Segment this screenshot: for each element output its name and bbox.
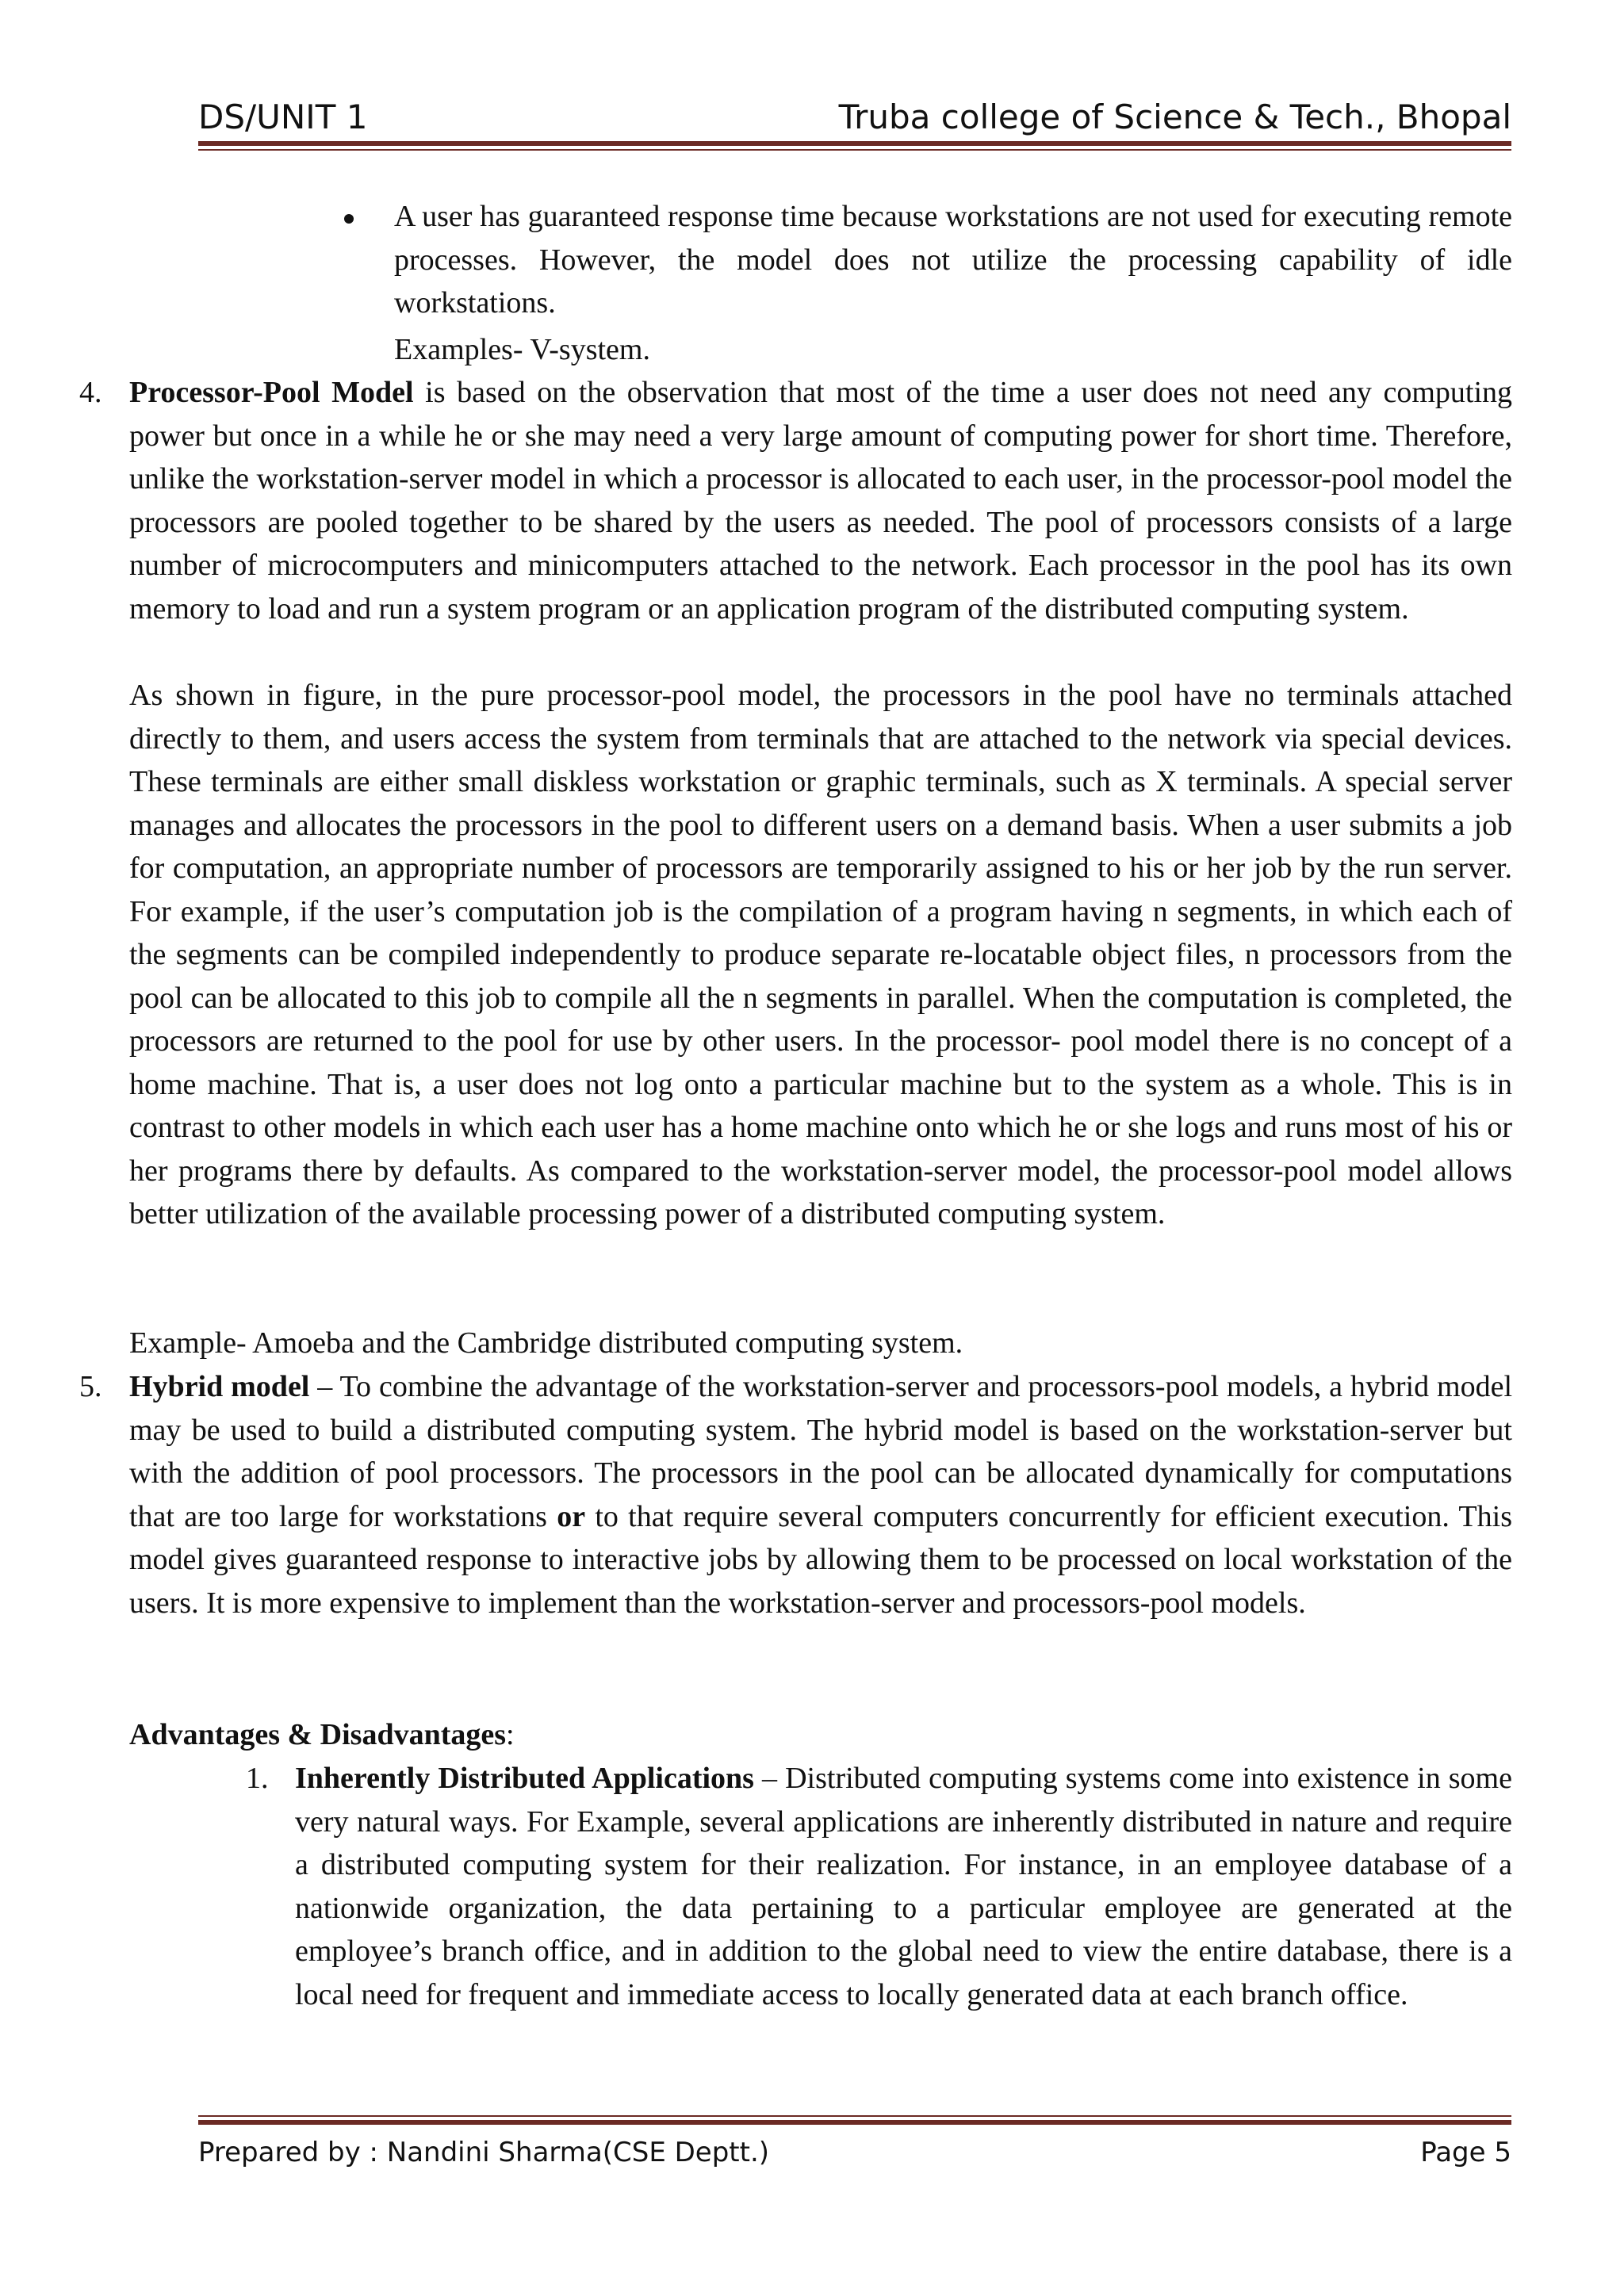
list-number-5: 5. bbox=[79, 1370, 102, 1403]
advantages-heading bbox=[129, 1713, 1512, 1757]
page-footer bbox=[198, 2129, 1511, 2176]
header-unit-label: DS/UNIT 1 bbox=[198, 98, 368, 136]
processor-pool-paragraph-2: As shown in figure, in the pure processor-pool model, the processors in the pool have no terminals attached directly to them, and users access the system from terminals that are attached to the network via special devices. These terminals are either small diskless workstation or graphic terminals, such as X terminals. A special server manages and allocates the processors in the pool to different users on a demand basis. When a user submits a job for computation, an appropriate number of processors are temporarily assigned to his or her job by the run server. For example, if the user’s computation job is the compilation of a program having n segments, in which each of the segments can be compiled independently to produce separate re-locatable object files, n processors from the pool can be allocated to this job to compile all the n segments in parallel. When the computation is completed, the processors are returned to the pool for use by other users. In the processor- pool model there is no concept of a home machine. That is, a user does not log onto a particular machine but to the system as a whole. This is in contrast to other models in which each user has a home machine onto which he or she logs and runs most of his or her programs there by defaults. As compared to the workstation-server model, the processor-pool model allows better utilization of the available processing power of a distributed computing system. bbox=[129, 679, 1512, 1230]
hybrid-model-text-b: to that require several computers concurrently for efficient execution. This model gives guaranteed response to interactive jobs by allowing them to be processed on local workstation of the users. It is more expensive to implement than the workstation-server and processors-pool models. bbox=[129, 1499, 1512, 1620]
advantage-item-1 bbox=[295, 1757, 1512, 2016]
processor-pool-title: Processor-Pool Model bbox=[129, 376, 414, 409]
advantages-heading-text: Advantages & Disadvantages bbox=[129, 1718, 507, 1751]
advantage-number-1: 1. bbox=[246, 1762, 269, 1795]
advantages-heading-colon: : bbox=[506, 1718, 515, 1751]
footer-rule-thin bbox=[198, 2115, 1511, 2117]
processor-pool-paragraph bbox=[129, 371, 1512, 630]
processor-pool-example: Example- Amoeba and the Cambridge distributed computing system. bbox=[129, 1326, 963, 1360]
bullet-icon bbox=[344, 214, 354, 224]
list-number-4: 4. bbox=[79, 376, 102, 409]
bullet-paragraph: A user has guaranteed response time because workstations are not used for executing remote processes. However, the model does not utilize the processing capability of idle workstations. bbox=[394, 200, 1512, 320]
advantage-item-1-text: – Distributed computing systems come into existence in some very natural ways. For Example, several applications are inherently distributed in nature and require a distributed computing system for their realization. For instance, in an employee database of a nationwide organization, the data pertaining to a particular employee are generated at the employee’s branch office, and in addition to the global need to view the entire database, there is a local need for frequent and immediate access to locally generated data at each branch office. bbox=[295, 1762, 1512, 2011]
hybrid-model-title: Hybrid model bbox=[129, 1370, 310, 1403]
processor-pool-text: is based on the observation that most of the time a user does not need any computing power but once in a while he or she may need a very large amount of computing power for short time. Therefore, unlike the workstation-server model in which a processor is allocated to each user, in the processor-pool model the processors are pooled together to be shared by the users as needed. The pool of processors consists of a large number of microcomputers and minicomputers attached to the network. Each processor in the pool has its own memory to load and run a system program or an application program of the distributed computing system. bbox=[129, 376, 1512, 626]
footer-rule-thick bbox=[198, 2120, 1511, 2125]
bullet-example: Examples- V-system. bbox=[394, 333, 650, 366]
footer-page-number: Page 5 bbox=[1420, 2137, 1511, 2168]
hybrid-model-paragraph bbox=[129, 1365, 1512, 1624]
header-college-name: Truba college of Science & Tech., Bhopal bbox=[838, 98, 1511, 136]
hybrid-model-bold-or: or bbox=[557, 1499, 586, 1533]
header-rule-thin bbox=[198, 149, 1511, 151]
hybrid-model-text-a: – To combine the advantage of the workstation-server and processors-pool models, a hybrid model may be used to build a distributed computing system. The hybrid model is based on the workstation-server but with the addition of pool processors. The processors in the pool can be allocated dynamically for computations that are too large for workstations bbox=[129, 1370, 1512, 1533]
header-rule-thick bbox=[198, 141, 1511, 146]
footer-author: Prepared by : Nandini Sharma(CSE Deptt.) bbox=[198, 2137, 770, 2168]
advantage-item-1-title: Inherently Distributed Applications bbox=[295, 1762, 754, 1795]
page-header bbox=[198, 94, 1511, 141]
